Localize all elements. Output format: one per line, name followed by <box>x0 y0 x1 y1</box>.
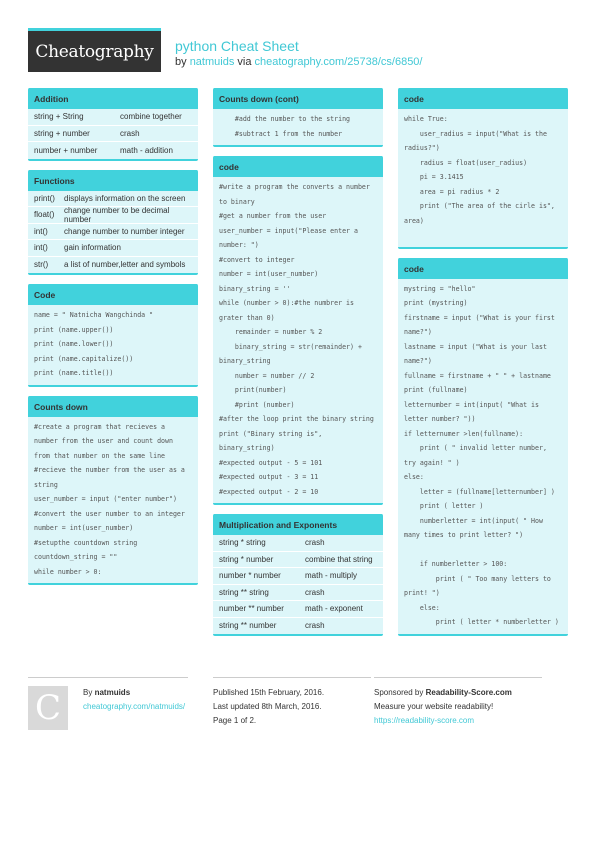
row-key: string ** string <box>219 587 269 597</box>
updated-date: Last updated 8th March, 2016. <box>213 702 322 711</box>
code-line: print ("Binary string is", binary_string) <box>219 429 327 452</box>
code-line: print ( " Too many letters to print! ") <box>404 574 555 597</box>
code-line: #subtract 1 from the number <box>219 129 343 138</box>
code-line: print ( " invalid letter number, try again! " ) <box>404 444 551 467</box>
row-key: number * number <box>219 571 281 581</box>
block-title: code <box>398 258 568 279</box>
row-key: int() <box>34 243 48 253</box>
code-line <box>404 228 562 243</box>
author-link[interactable]: natmuids <box>189 56 235 68</box>
code-line: user_number = input("Please enter a number: ") <box>219 226 362 249</box>
code-line: user_radius = input("What is the radius?") <box>404 129 551 152</box>
sheet-url-link[interactable]: cheatography.com/25738/cs/6850/ <box>254 56 423 68</box>
table-row <box>28 191 198 208</box>
column-3 <box>398 88 568 645</box>
code-listing <box>28 305 198 387</box>
block-title: Functions <box>28 170 198 191</box>
code-listing <box>213 109 383 147</box>
code-line: radius = float(user_radius) <box>404 158 528 167</box>
table-row <box>28 142 198 159</box>
code-line: print (mystring) <box>404 299 468 307</box>
code-line: print ("The area of the cirle is", area) <box>404 202 559 225</box>
byline <box>175 55 422 69</box>
addition-table <box>28 109 198 161</box>
block-title: Counts down <box>28 396 198 417</box>
code-line: #convert to integer <box>219 255 295 264</box>
code-line: print ( letter * numberletter ) <box>404 618 559 626</box>
code-line: firstname = input ("What is your first name?") <box>404 313 559 336</box>
table-row <box>28 109 198 126</box>
row-key: string * string <box>219 538 266 548</box>
code-line: #convert the user number to an integer <box>34 509 185 518</box>
code-line: number = number // 2 <box>219 371 315 380</box>
table-row <box>213 601 383 618</box>
functions-block <box>28 170 198 276</box>
row-key: int() <box>34 226 48 236</box>
row-value: change number to number integer <box>64 226 185 236</box>
code-line: number = int(user_number) <box>34 524 134 532</box>
code-line: #write a program the converts a number to binary <box>219 183 374 206</box>
table-row <box>213 535 383 552</box>
row-value: a list of number,letter and symbols <box>64 260 186 270</box>
code-line: print (name.upper()) <box>34 325 114 334</box>
code-line: remainder = number % 2 <box>219 328 323 336</box>
code-line: #print (number) <box>219 400 295 409</box>
row-value: displays information on the screen <box>64 193 186 203</box>
code-line: print(number) <box>219 386 287 394</box>
code-line: user_number = input ("enter number") <box>34 495 177 503</box>
author-profile-link[interactable]: cheatography.com/natmuids/ <box>83 702 186 711</box>
by-label: by <box>175 56 187 68</box>
code-line: name = " Natnicha Wangchinda " <box>34 311 154 319</box>
functions-table <box>28 191 198 276</box>
block-title: Addition <box>28 88 198 109</box>
sheet-title[interactable]: python Cheat Sheet <box>175 38 299 54</box>
code-listing <box>213 177 383 505</box>
code-line: area = pi radius * 2 <box>404 187 500 196</box>
block-title: Multiplication and Exponents <box>213 514 383 535</box>
table-row <box>28 126 198 143</box>
row-key: float() <box>34 210 55 220</box>
block-title: Counts down (cont) <box>213 88 383 109</box>
code-line: fullname = firstname + " " + lastname <box>404 371 551 380</box>
code-listing <box>398 279 568 636</box>
sponsored-label: Sponsored by <box>374 688 424 697</box>
multiplication-block <box>213 514 383 636</box>
table-row <box>28 240 198 257</box>
table-row <box>213 585 383 602</box>
row-key: string + String <box>34 112 84 122</box>
table-row <box>28 257 198 274</box>
cheatography-logo[interactable]: Cheatography <box>28 28 161 72</box>
row-value: combine that string <box>305 554 373 564</box>
block-title: code <box>398 88 568 109</box>
code-listing <box>398 109 568 249</box>
code-line: print (fullname) <box>404 386 468 394</box>
code-line: mystring = "hello" <box>404 284 476 293</box>
counts-down-cont-block <box>213 88 383 147</box>
code-line: lastname = input ("What is your last name?") <box>404 342 551 365</box>
code-line: while number > 0: <box>34 567 102 576</box>
table-row <box>213 552 383 569</box>
footer-sponsor <box>374 677 542 728</box>
footer-dates <box>213 677 371 728</box>
code-line: countdown_string = "" <box>34 553 118 561</box>
code-line: #expected output - 5 = 101 <box>219 458 323 467</box>
code-line: print (name.capitalize()) <box>34 354 134 363</box>
avatar[interactable]: C <box>28 686 68 730</box>
code-line: #create a program that recieves a number from the user and count down from that number on the same line <box>34 422 177 460</box>
sponsor-tagline: Measure your website readability! <box>374 702 494 711</box>
row-key: string ** number <box>219 621 277 631</box>
code-line: pi = 3.1415 <box>404 173 464 181</box>
code-block-letters <box>398 258 568 636</box>
table-row <box>213 568 383 585</box>
column-1 <box>28 88 198 594</box>
code-line: if numberletter > 100: <box>404 560 508 568</box>
row-key: string * number <box>219 554 274 564</box>
block-title: code <box>213 156 383 177</box>
row-value: crash <box>305 621 325 631</box>
code-line: print (name.title()) <box>34 369 114 377</box>
code-line: else: <box>404 603 440 612</box>
code-line: #after the loop print the binary string <box>219 415 374 423</box>
row-value: crash <box>305 587 325 597</box>
block-title: Code <box>28 284 198 305</box>
sheet-header <box>175 38 422 69</box>
row-key: str() <box>34 260 49 270</box>
row-value: crash <box>120 128 140 138</box>
row-value: crash <box>305 538 325 548</box>
code-line: #expected output - 3 = 11 <box>219 473 319 481</box>
code-line: #add the number to the string <box>219 115 351 123</box>
page-number: Page 1 of 2. <box>213 716 257 725</box>
author-name: natmuids <box>94 688 131 697</box>
addition-block <box>28 88 198 161</box>
code-block-radius <box>398 88 568 249</box>
code-line: else: <box>404 473 424 481</box>
row-key: number + number <box>34 145 98 155</box>
code-block-names <box>28 284 198 387</box>
code-line: while (number > 0):#the numbrer is grater than 0) <box>219 299 358 322</box>
code-line: #expected output - 2 = 10 <box>219 487 319 496</box>
code-line: binary_string = str(remainder) + binary_string <box>219 342 366 365</box>
row-value: math - exponent <box>305 604 363 614</box>
row-value: gain information <box>64 243 121 253</box>
row-key: number ** number <box>219 604 284 614</box>
code-line: letter = (fullname[letternumber] ) <box>404 487 555 496</box>
code-line: #recieve the number from the user as a string <box>34 466 189 489</box>
table-row <box>213 618 383 635</box>
row-value: math - multiply <box>305 571 358 581</box>
code-line: binary_string = '' <box>219 284 291 293</box>
row-value: combine together <box>120 112 182 122</box>
row-key: string + number <box>34 128 90 138</box>
code-line: number = int(user_number) <box>219 270 319 278</box>
code-line: letternumber = int(input( "What is letter number? ")) <box>404 400 543 423</box>
code-line: numberletter = int(input( " How many times to print letter? ") <box>404 516 547 539</box>
counts-down-block <box>28 396 198 586</box>
footer-author <box>28 677 188 728</box>
code-line <box>404 543 562 558</box>
sponsor-name: Readability-Score.com <box>425 688 512 697</box>
code-line: print (name.lower()) <box>34 340 114 348</box>
code-line: #setupthe countdown string <box>34 538 138 547</box>
column-2 <box>213 88 383 645</box>
code-line: while True: <box>404 115 448 123</box>
code-block-binary <box>213 156 383 505</box>
code-listing <box>28 417 198 586</box>
table-row <box>28 224 198 241</box>
code-line: print ( letter ) <box>404 502 484 510</box>
row-value: math - addition <box>120 145 173 155</box>
sponsor-link[interactable]: https://readability-score.com <box>374 716 475 725</box>
author-info <box>83 686 185 714</box>
code-line: #get a number from the user <box>219 212 327 220</box>
row-value: change number to be decimal number <box>64 205 170 224</box>
via-label: via <box>237 56 252 68</box>
published-date: Published 15th February, 2016. <box>213 688 325 697</box>
code-line: if letternumer >len(fullname): <box>404 429 524 438</box>
row-key: print() <box>34 193 55 203</box>
by-label: By <box>83 688 93 697</box>
multiplication-table <box>213 535 383 636</box>
table-row <box>28 207 198 224</box>
